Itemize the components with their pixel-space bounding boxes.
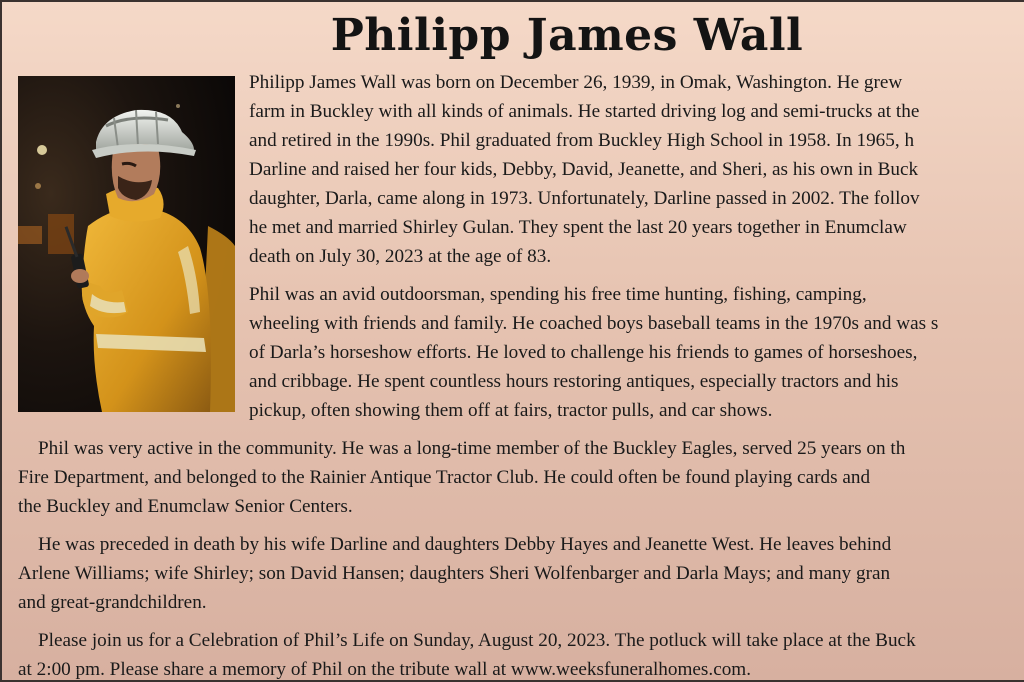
paragraph-celebration <box>18 626 1024 682</box>
text-line: Philipp James Wall was born on December 26, 1939, in Omak, Washington. He grew <box>249 72 903 93</box>
text-line: Darline and raised her four kids, Debby, David, Jeanette, and Sheri, as his own in Buck <box>249 159 919 180</box>
page-title: Philipp James Wall <box>330 10 804 61</box>
paragraph-hobbies <box>18 280 1024 425</box>
text-line: he met and married Shirley Gulan. They spent the last 20 years together in Enumclaw <box>249 217 907 238</box>
text-line: Phil was very active in the community. He was a long-time member of the Buckley Eagles, served 25 years on th <box>38 438 906 459</box>
text-line: Arlene Williams; wife Shirley; son David Hansen; daughters Sheri Wolfenbarger and Darla Mays; and many gran <box>18 563 891 584</box>
text-line: wheeling with friends and family. He coached boys baseball teams in the 1970s and was s <box>249 313 939 334</box>
text-line: the Buckley and Enumclaw Senior Centers. <box>18 496 353 517</box>
text-line: death on July 30, 2023 at the age of 83. <box>249 246 552 267</box>
text-line: Phil was an avid outdoorsman, spending his free time hunting, fishing, camping, <box>249 284 867 305</box>
text-line: of Darla’s horseshow efforts. He loved to challenge his friends to games of horseshoes, <box>249 342 918 363</box>
text-line: farm in Buckley with all kinds of animals. He started driving log and semi-trucks at the <box>249 101 920 122</box>
text-line: at 2:00 pm. Please share a memory of Phil on the tribute wall at www.weeksfuneralhomes.com. <box>18 659 752 680</box>
text-line: pickup, often showing them off at fairs, tractor pulls, and car shows. <box>249 400 773 421</box>
text-line: daughter, Darla, came along in 1973. Unfortunately, Darline passed in 2002. The follov <box>249 188 920 209</box>
paragraph-community <box>18 434 1024 521</box>
text-line: and great-grandchildren. <box>18 592 207 613</box>
paragraph-family <box>18 530 1024 617</box>
paragraph-birth <box>18 68 1024 271</box>
text-line: Fire Department, and belonged to the Rainier Antique Tractor Club. He could often be found playing cards and <box>18 467 871 488</box>
text-line: Please join us for a Celebration of Phil’s Life on Sunday, August 20, 2023. The potluck will take place at the Buck <box>38 630 916 651</box>
text-line: and cribbage. He spent countless hours restoring antiques, especially tractors and his <box>249 371 899 392</box>
text-line: He was preceded in death by his wife Darline and daughters Debby Hayes and Jeanette West. He leaves behind <box>38 534 892 555</box>
text-line: and retired in the 1990s. Phil graduated from Buckley High School in 1958. In 1965, h <box>249 130 915 151</box>
obituary-body <box>18 68 1024 682</box>
